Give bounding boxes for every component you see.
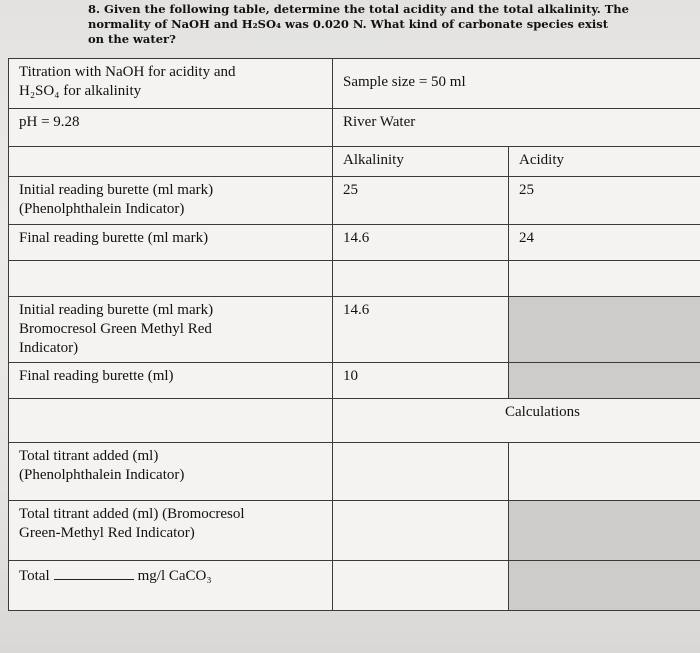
total-cell xyxy=(9,561,333,611)
initial-bromo-alkalinity: 14.6 xyxy=(343,302,370,318)
total-bromo-label-cell xyxy=(9,501,333,561)
initial-bromo-label-3: Indicator) xyxy=(19,340,79,356)
calculations-cell xyxy=(333,399,700,443)
table-row xyxy=(9,399,700,443)
empty-cell xyxy=(333,443,509,501)
empty-cell xyxy=(9,147,333,177)
sample-size-cell xyxy=(333,59,700,109)
table-row xyxy=(9,363,700,399)
table-row xyxy=(9,109,700,147)
sample-size: Sample size = 50 ml xyxy=(343,74,466,90)
final-phenol-acidity: 24 xyxy=(519,230,534,246)
empty-cell xyxy=(333,261,509,297)
initial-phenol-label-cell xyxy=(9,177,333,225)
question-text xyxy=(88,2,648,47)
empty-cell xyxy=(509,443,700,501)
final-phenol-label: Final reading burette (ml mark) xyxy=(19,230,209,246)
final-phenol-alkalinity-cell xyxy=(333,225,509,261)
empty-cell xyxy=(509,261,700,297)
final-bromo-label: Final reading burette (ml) xyxy=(19,368,174,384)
initial-phenol-label: Initial reading burette (ml mark) xyxy=(19,182,214,198)
table-row xyxy=(9,561,700,611)
table-row xyxy=(9,147,700,177)
question-line-1: 8. Given the following table, determine the total acidity and the total alkalinity. The xyxy=(88,2,629,16)
table-row xyxy=(9,59,700,109)
initial-bromo-label-cell xyxy=(9,297,333,363)
final-phenol-label-cell xyxy=(9,225,333,261)
total-bromo-label-2: Green-Methyl Red Indicator) xyxy=(19,525,195,541)
final-bromo-alkalinity-cell xyxy=(333,363,509,399)
empty-cell xyxy=(333,501,509,561)
alkalinity-header-cell xyxy=(333,147,509,177)
final-phenol-acidity-cell xyxy=(509,225,700,261)
initial-phenol-acidity-cell xyxy=(509,177,700,225)
alkalinity-header: Alkalinity xyxy=(343,152,404,168)
total-label: Total xyxy=(19,568,50,584)
river-water-label: River Water xyxy=(343,114,416,130)
table-row xyxy=(9,225,700,261)
initial-phenol-acidity: 25 xyxy=(519,182,534,198)
final-bromo-alkalinity: 10 xyxy=(343,368,358,384)
empty-cell xyxy=(9,399,333,443)
initial-bromo-label: Initial reading burette (ml mark) xyxy=(19,302,214,318)
initial-bromo-label-2: Bromocresol Green Methyl Red xyxy=(19,321,212,337)
empty-cell xyxy=(9,261,333,297)
total-unit: mg/l CaCO₃ xyxy=(137,568,212,584)
shaded-cell xyxy=(509,363,700,399)
acidity-header: Acidity xyxy=(519,152,564,168)
total-blank-line xyxy=(54,565,134,580)
ph-cell xyxy=(9,109,333,147)
table-row xyxy=(9,177,700,225)
empty-cell xyxy=(333,561,509,611)
total-phenol-label: Total titrant added (ml) xyxy=(19,448,159,464)
river-water-cell xyxy=(333,109,700,147)
shaded-cell xyxy=(509,501,700,561)
table-row xyxy=(9,261,700,297)
titration-label-cell xyxy=(9,59,333,109)
final-bromo-label-cell xyxy=(9,363,333,399)
total-phenol-label-2: (Phenolphthalein Indicator) xyxy=(19,467,185,483)
initial-phenol-alkalinity: 25 xyxy=(343,182,358,198)
calculations-header: Calculations xyxy=(505,404,580,420)
acidity-header-cell xyxy=(509,147,700,177)
table-row xyxy=(9,443,700,501)
ph-value: pH = 9.28 xyxy=(19,114,80,130)
titration-table xyxy=(8,58,700,611)
table-row xyxy=(9,297,700,363)
question-line-3: on the water? xyxy=(88,32,176,46)
titration-label: Titration with NaOH for acidity and xyxy=(19,64,236,80)
table-row xyxy=(9,501,700,561)
shaded-cell xyxy=(509,297,700,363)
initial-phenol-label-2: (Phenolphthalein Indicator) xyxy=(19,201,185,217)
shaded-cell xyxy=(509,561,700,611)
final-phenol-alkalinity: 14.6 xyxy=(343,230,370,246)
total-bromo-label: Total titrant added (ml) (Bromocresol xyxy=(19,506,245,522)
total-phenol-label-cell xyxy=(9,443,333,501)
initial-phenol-alkalinity-cell xyxy=(333,177,509,225)
titration-label-2: H₂SO₄ for alkalinity xyxy=(19,83,142,99)
initial-bromo-alkalinity-cell xyxy=(333,297,509,363)
question-line-2: normality of NaOH and H₂SO₄ was 0.020 N. What kind of carbonate species exist xyxy=(88,17,609,31)
